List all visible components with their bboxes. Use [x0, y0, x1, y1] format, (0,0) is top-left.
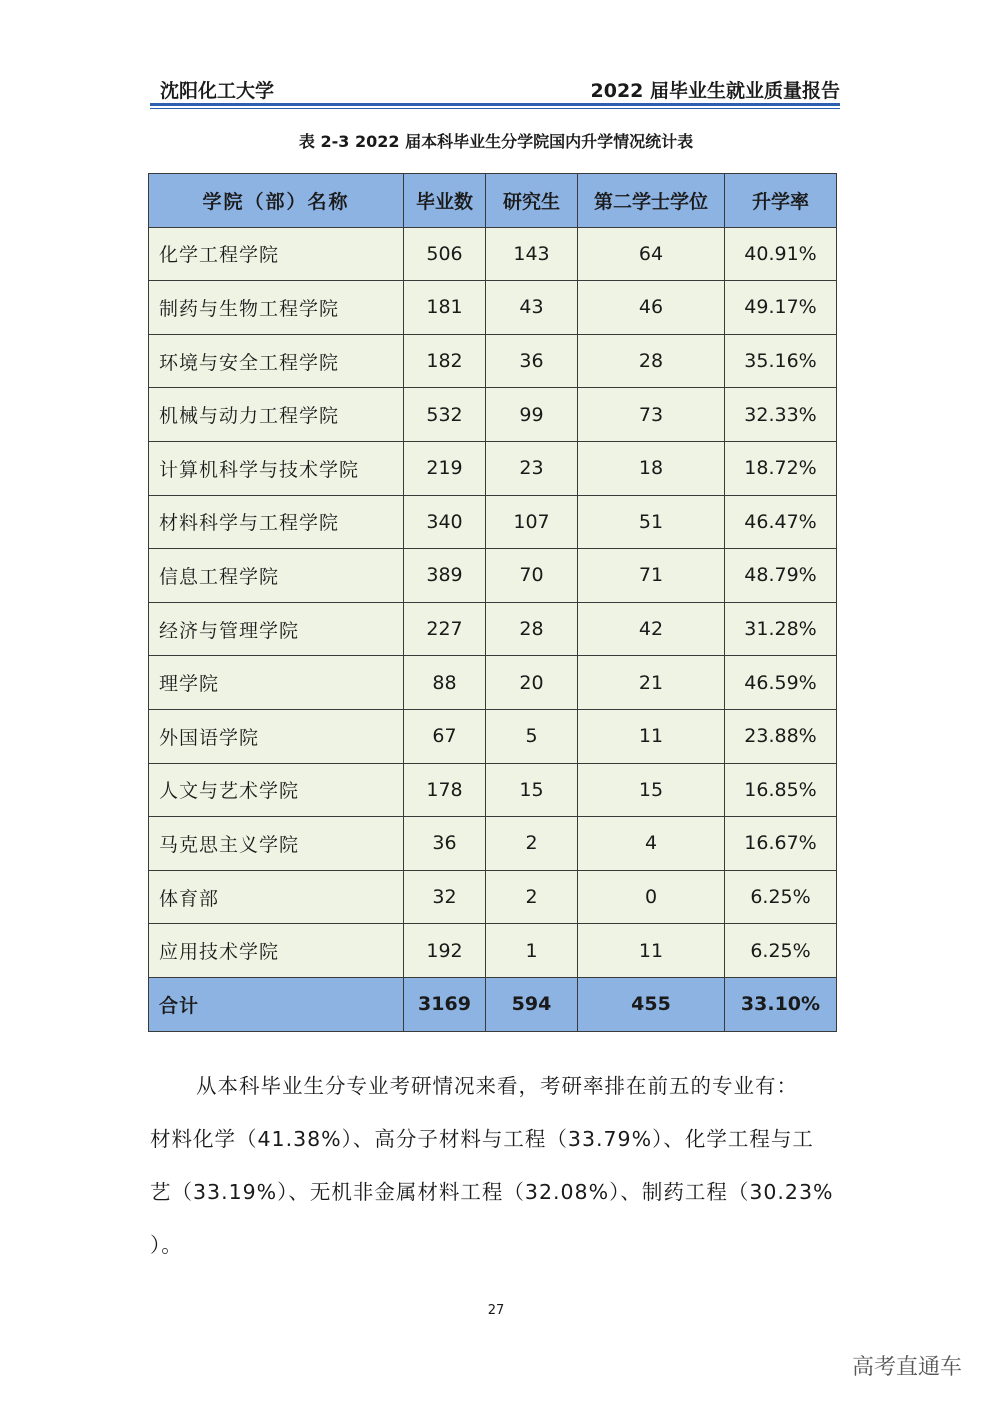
paragraph-line: 材料化学（41.38%）、高分子材料与工程（33.79%）、化学工程与工 — [150, 1127, 814, 1151]
college-name-cell: 应用技术学院 — [149, 924, 404, 978]
college-name-cell: 制药与生物工程学院 — [149, 281, 404, 335]
graduates-cell: 192 — [404, 924, 486, 978]
second-degree-cell: 64 — [578, 227, 725, 281]
page-header — [150, 76, 840, 100]
college-name-cell: 材料科学与工程学院 — [149, 495, 404, 549]
page-number: 27 — [487, 1303, 505, 1318]
graduates-cell: 389 — [404, 549, 486, 603]
university-name: 沈阳化工大学 — [160, 80, 275, 102]
column-header-graduates: 毕业数 — [404, 174, 486, 228]
graduates-cell: 178 — [404, 763, 486, 817]
second-degree-cell: 51 — [578, 495, 725, 549]
graduates-cell: 182 — [404, 334, 486, 388]
rate-cell: 32.33% — [725, 388, 837, 442]
table-row — [149, 549, 837, 603]
second-degree-cell: 11 — [578, 709, 725, 763]
total-rate: 33.10% — [725, 977, 837, 1031]
second-degree-cell: 28 — [578, 334, 725, 388]
graduates-cell: 88 — [404, 656, 486, 710]
rate-cell: 35.16% — [725, 334, 837, 388]
graduate-school-cell: 70 — [486, 549, 578, 603]
graduate-school-cell: 1 — [486, 924, 578, 978]
table-row — [149, 441, 837, 495]
graduate-school-cell: 43 — [486, 281, 578, 335]
college-name-cell: 马克思主义学院 — [149, 817, 404, 871]
college-name-cell: 机械与动力工程学院 — [149, 388, 404, 442]
graduates-cell: 219 — [404, 441, 486, 495]
watermark: 高考直通车 — [851, 1355, 962, 1380]
rate-cell: 46.47% — [725, 495, 837, 549]
graduates-cell: 32 — [404, 870, 486, 924]
rate-cell: 31.28% — [725, 602, 837, 656]
graduate-school-cell: 20 — [486, 656, 578, 710]
table-row — [149, 602, 837, 656]
college-name-cell: 人文与艺术学院 — [149, 763, 404, 817]
graduates-cell: 227 — [404, 602, 486, 656]
graduate-school-cell: 36 — [486, 334, 578, 388]
graduate-school-cell: 107 — [486, 495, 578, 549]
paragraph-line: 艺（33.19%）、无机非金属材料工程（32.08%）、制药工程（30.23% — [150, 1180, 834, 1204]
total-graduates: 3169 — [404, 977, 486, 1031]
second-degree-cell: 73 — [578, 388, 725, 442]
header-rule-thin — [150, 108, 840, 109]
table-row — [149, 924, 837, 978]
second-degree-cell: 21 — [578, 656, 725, 710]
column-header-second-degree: 第二学士学位 — [578, 174, 725, 228]
second-degree-cell: 15 — [578, 763, 725, 817]
rate-cell: 6.25% — [725, 870, 837, 924]
college-name-cell: 经济与管理学院 — [149, 602, 404, 656]
graduate-school-cell: 143 — [486, 227, 578, 281]
college-name-cell: 体育部 — [149, 870, 404, 924]
table-row — [149, 495, 837, 549]
second-degree-cell: 11 — [578, 924, 725, 978]
college-name-cell: 化学工程学院 — [149, 227, 404, 281]
graduate-school-cell: 28 — [486, 602, 578, 656]
table-row — [149, 763, 837, 817]
table-row — [149, 281, 837, 335]
rate-cell: 49.17% — [725, 281, 837, 335]
admission-table — [148, 173, 837, 1032]
rate-cell: 48.79% — [725, 549, 837, 603]
table-row — [149, 870, 837, 924]
college-name-cell: 理学院 — [149, 656, 404, 710]
paragraph-line: ）。 — [150, 1233, 183, 1257]
rate-cell: 16.85% — [725, 763, 837, 817]
total-second-degree: 455 — [578, 977, 725, 1031]
column-header-college: 学院（部）名称 — [149, 174, 404, 228]
table-body — [149, 227, 837, 977]
table-row — [149, 227, 837, 281]
graduate-school-cell: 15 — [486, 763, 578, 817]
table-row — [149, 817, 837, 871]
table-row — [149, 709, 837, 763]
graduate-school-cell: 2 — [486, 870, 578, 924]
report-title: 2022 届毕业生就业质量报告 — [590, 80, 840, 102]
graduate-school-cell: 23 — [486, 441, 578, 495]
total-label: 合计 — [149, 977, 404, 1031]
table-header-row — [149, 174, 837, 228]
graduate-school-cell: 2 — [486, 817, 578, 871]
column-header-graduate-school: 研究生 — [486, 174, 578, 228]
second-degree-cell: 0 — [578, 870, 725, 924]
table-total-row — [149, 977, 837, 1031]
rate-cell: 40.91% — [725, 227, 837, 281]
graduate-school-cell: 99 — [486, 388, 578, 442]
body-paragraph — [150, 1060, 850, 1272]
table-row — [149, 334, 837, 388]
rate-cell: 6.25% — [725, 924, 837, 978]
rate-cell: 16.67% — [725, 817, 837, 871]
college-name-cell: 环境与安全工程学院 — [149, 334, 404, 388]
total-graduate-school: 594 — [486, 977, 578, 1031]
header-rule-thick — [150, 103, 840, 106]
graduates-cell: 36 — [404, 817, 486, 871]
rate-cell: 23.88% — [725, 709, 837, 763]
second-degree-cell: 46 — [578, 281, 725, 335]
second-degree-cell: 42 — [578, 602, 725, 656]
column-header-rate: 升学率 — [725, 174, 837, 228]
graduates-cell: 506 — [404, 227, 486, 281]
graduates-cell: 532 — [404, 388, 486, 442]
table-row — [149, 656, 837, 710]
rate-cell: 46.59% — [725, 656, 837, 710]
graduates-cell: 67 — [404, 709, 486, 763]
graduate-school-cell: 5 — [486, 709, 578, 763]
college-name-cell: 计算机科学与技术学院 — [149, 441, 404, 495]
second-degree-cell: 71 — [578, 549, 725, 603]
rate-cell: 18.72% — [725, 441, 837, 495]
graduates-cell: 181 — [404, 281, 486, 335]
second-degree-cell: 4 — [578, 817, 725, 871]
table-row — [149, 388, 837, 442]
college-name-cell: 信息工程学院 — [149, 549, 404, 603]
graduates-cell: 340 — [404, 495, 486, 549]
college-name-cell: 外国语学院 — [149, 709, 404, 763]
second-degree-cell: 18 — [578, 441, 725, 495]
table-caption: 表 2-3 2022 届本科毕业生分学院国内升学情况统计表 — [298, 132, 694, 151]
paragraph-line: 从本科毕业生分专业考研情况来看，考研率排在前五的专业有： — [196, 1074, 798, 1098]
